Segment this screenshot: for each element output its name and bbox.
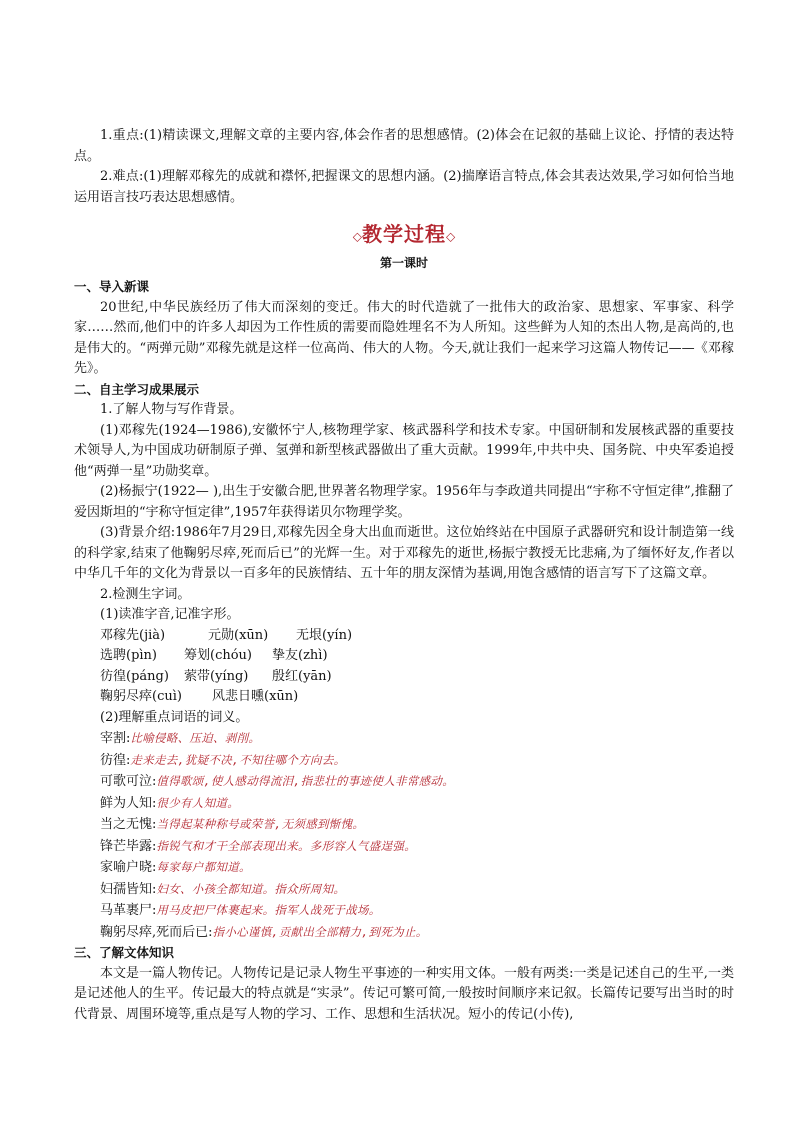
- pronunciation-item: 鞠躬尽瘁(cuì): [100, 689, 182, 704]
- definition-text: 指小心谨慎,贡献出全部精力,到死为止。: [212, 924, 428, 939]
- pronunciation-row: [74, 667, 734, 688]
- definition-term: 宰割:: [100, 731, 131, 746]
- section-heading-self-study: 二、自主学习成果展示: [74, 381, 200, 397]
- pronunciation-item: 筹划(chóu): [184, 648, 252, 663]
- definition-term: 妇孺皆知:: [100, 881, 157, 897]
- definition-row: [74, 728, 734, 750]
- definition-row: [74, 771, 734, 793]
- definition-row: [74, 793, 734, 815]
- definition-text: 用马皮把尸体裹起来。指军人战死于战场。: [156, 903, 381, 917]
- section-title: [74, 219, 734, 249]
- definition-row: [74, 836, 734, 858]
- pronunciation-item: 风悲日曛(xūn): [212, 689, 299, 704]
- pronunciation-item: 邓稼先(jià): [100, 627, 166, 643]
- definition-term: 家喻户晓:: [100, 860, 157, 875]
- pronunciation-row: [74, 646, 734, 667]
- definition-row: [74, 922, 734, 944]
- background-yang: (2)杨振宁(1922— ),出生于安徽合肥,世界著名物理学家。1956年与李政道共同提出“宇称不守恒定律”,推翻了爱因斯坦的“宇称守恒定律”,1957年获得诺贝尔物理学奖。: [74, 484, 734, 520]
- pronunciation-item: 殷红(yān): [272, 668, 332, 684]
- key-points: 1.重点:(1)精读课文,理解文章的主要内容,体会作者的思想感情。(2)体会在记叙的基础上议论、抒情的表达特点。: [74, 128, 734, 164]
- diamond-ornament-icon: ◇: [446, 229, 456, 244]
- subheading-background: 1.了解人物与写作背景。: [100, 402, 243, 417]
- definition-text: 每家每户都知道。: [156, 860, 251, 874]
- definition-term: 马革裹尸:: [100, 903, 157, 918]
- definition-text: 走来走去,犹疑不决,不知往哪个方向去。: [130, 752, 346, 767]
- subheading-meaning: (2)理解重点词语的词义。: [100, 709, 249, 725]
- definition-row: [74, 814, 734, 836]
- difficult-points: 2.难点:(1)理解邓稼先的成就和襟怀,把握课文的思想内涵。(2)揣摩语言特点,体会其表达效果,学习如何恰当地运用语言技巧表达思想感情。: [74, 169, 734, 205]
- definition-term: 彷徨:: [100, 752, 131, 768]
- pronunciation-item: 元勋(xūn): [208, 627, 269, 643]
- pronunciation-item: 无垠(yín): [296, 627, 353, 643]
- definition-text: 比喻侵略、压迫、剥削。: [130, 731, 261, 745]
- pronunciation-item: 挚友(zhì): [272, 648, 328, 663]
- diamond-ornament-icon: ◇: [352, 229, 362, 244]
- subheading-vocabulary: 2.检测生字词。: [100, 586, 191, 602]
- definition-row: [74, 857, 734, 879]
- section-heading-genre: 三、了解文体知识: [74, 945, 175, 960]
- definition-row: [74, 900, 734, 922]
- section-heading-intro: 一、导入新课: [74, 279, 150, 294]
- background-deng: (1)邓稼先(1924—1986),安徽怀宁人,核物理学家、核武器科学和技术专家。中国研制和发展核武器的重要技术领导人,为中国成功研制原子弹、氢弹和新型核武器做出了重大贡献。1999年,中共中央、国务院、中央军委追授他“两弹一星”功勋奖章。: [74, 422, 734, 479]
- intro-paragraph: 20世纪,中华民族经历了伟大而深刻的变迁。伟大的时代造就了一批伟大的政治家、思想家、军事家、科学家……然而,他们中的许多人却因为工作性质的需要而隐姓埋名不为人所知。这些鲜为人知的杰出人物,是高尚的,也是伟大的。“两弹元勋”邓稼先就是这样一位高尚、伟大的人物。今天,就让我们一起来学习这篇人物传记——《邓稼先》。: [74, 299, 734, 376]
- definition-text: 指锐气和才干全部表现出来。多形容人气盛逞强。: [156, 838, 416, 853]
- pronunciation-row: [74, 687, 734, 708]
- definition-row: [74, 879, 734, 901]
- pronunciation-item: 萦带(yíng): [184, 668, 249, 684]
- definition-text: 当得起某种称号或荣誉,无须感到惭愧。: [156, 817, 365, 831]
- pronunciation-item: 彷徨(páng): [100, 668, 169, 684]
- definition-term: 当之无愧:: [100, 817, 157, 832]
- pronunciation-item: 选聘(pìn): [100, 648, 157, 663]
- definition-text: 很少有人知道。: [156, 795, 239, 810]
- definition-row: [74, 750, 734, 772]
- definition-text: 值得歌颂,使人感动得流泪,指悲壮的事迹使人非常感动。: [156, 774, 455, 788]
- subheading-pronunciation: (1)读准字音,记准字形。: [100, 607, 240, 622]
- definition-term: 鞠躬尽瘁,死而后已:: [100, 924, 213, 940]
- definition-term: 鲜为人知:: [100, 795, 157, 811]
- page-title: 教学过程: [362, 222, 446, 246]
- definition-term: 可歌可泣:: [100, 774, 157, 789]
- pronunciation-row: [74, 626, 734, 647]
- definition-term: 锋芒毕露:: [100, 838, 157, 854]
- document-page: [74, 126, 734, 1025]
- genre-paragraph: 本文是一篇人物传记。人物传记是记录人物生平事迹的一种实用文体。一般有两类:一类是记述自己的生平,一类是记述他人的生平。传记最大的特点就是“实录”。传记可繁可简,一般按时间顺序来记叙。长篇传记要写出当时的时代背景、周围环境等,重点是写人物的学习、工作、思想和生活状况。短小的传记(小传),: [74, 965, 734, 1022]
- background-context: (3)背景介绍:1986年7月29日,邓稼先因全身大出血而逝世。这位始终站在中国原子武器研究和设计制造第一线的科学家,结束了他鞠躬尽瘁,死而后已”的光辉一生。对于邓稼先的逝世,杨振宁教授无比悲痛,为了缅怀好友,作者以中华几千年的文化为背景以一百多年的民族情结、五十年的朋友深情为基调,用饱含感情的语言写下了这篇文章。: [74, 525, 734, 581]
- period-label: 第一课时: [379, 256, 428, 270]
- definition-text: 妇女、小孩全都知道。指众所周知。: [156, 881, 346, 896]
